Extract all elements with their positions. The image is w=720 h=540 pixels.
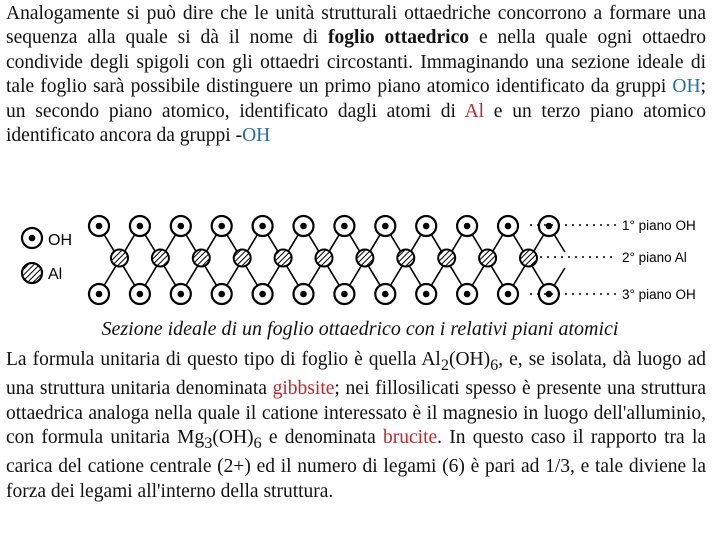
intro-text: e nella quale ogni ottaedro condivide degli spigoli con gli ottaedri circostanti. Immaginando una sezione ideale di tale foglio sarà possibile distinguere un primo piano atomico identificato da gruppi [6,27,706,98]
al-highlight: Al [464,100,485,122]
plane-2-label: 2° piano Al [622,250,687,265]
al-atom [152,250,169,267]
oh-atom [457,284,477,304]
formula-text: ; nei fillosilicati spesso è presente una struttura ottaedrica analoga nella quale il catione interessato è il magnesio in luogo dell'alluminio, con formula unitaria Mg [6,378,706,449]
al-atom [275,250,292,267]
intro-text: Analogamente si può dire che le unità strutturali ottaedriche concorrono a formare una sequenza alla quale si dà il nome di [6,3,706,49]
oh-highlight: OH [242,125,271,147]
al-plane-atoms [111,250,537,267]
al-atom [397,250,414,267]
oh-atom [334,216,354,236]
oh-atom [89,284,109,304]
term-brucite: brucite [383,427,438,449]
oh-plane-1-atoms [89,216,559,236]
al-atom [520,250,537,267]
subscript: 3 [204,434,213,452]
plane-3-label: 3° piano OH [622,287,696,302]
oh-atom [539,216,559,236]
octahedral-sheet-diagram [0,196,720,312]
al-legend-symbol [22,263,42,283]
al-atom [438,250,455,267]
oh-atom [130,216,150,236]
term-gibbsite: gibbsite [272,378,335,400]
oh-atom [171,284,191,304]
formula-text: (OH) [212,427,254,449]
intro-paragraph [6,2,706,192]
formula-text: (OH) [448,349,491,370]
oh-atom [253,216,273,236]
formula-text: La formula unitaria di questo tipo di foglio è quella Al [6,349,441,370]
intro-text: ; un secondo piano atomico, identificato dagli atomi di [6,76,706,122]
formula-text: , e, se isolata, dà luogo ad una struttura unitaria denominata [6,349,706,400]
plane-1-label: 1° piano OH [622,218,696,233]
oh-plane-3-atoms [89,284,559,304]
oh-atom [212,284,232,304]
al-atom [479,250,496,267]
formula-paragraph [6,348,706,504]
oh-atom [294,284,314,304]
oh-legend-symbol [22,228,42,248]
subscript: 2 [440,355,449,374]
subscript: 6 [253,434,262,452]
figure-caption: Sezione ideale di un foglio ottaedrico con i relativi piani atomici [101,318,619,340]
oh-atom [498,216,518,236]
formula-text: . In questo caso il rapporto tra la carica del catione centrale (2+) ed il numero di legami (6) è pari ad 1/3, e tale diviene la forza dei legami all'interno della struttura. [6,427,707,502]
al-atom [193,250,210,267]
oh-atom [539,284,559,304]
oh-atom [375,284,395,304]
oh-highlight: OH [672,76,701,98]
oh-atom [253,284,273,304]
oh-atom [375,216,395,236]
intro-text: e un terzo piano atomico identificato ancora da gruppi - [6,100,706,147]
oh-atom [171,216,191,236]
oh-atom [212,216,232,236]
al-atom [111,250,128,267]
al-atom [234,250,251,267]
oh-atom [457,216,477,236]
legend-al-label: Al [48,266,63,283]
legend-oh-label: OH [48,232,72,249]
oh-atom [89,216,109,236]
oh-atom [498,284,518,304]
oh-atom [334,284,354,304]
oh-atom [130,284,150,304]
oh-atom [416,284,436,304]
subscript: 6 [490,355,499,374]
formula-text: e denominata [261,427,383,449]
al-atom [356,250,373,267]
oh-atom [416,216,436,236]
legend [22,228,72,283]
al-atom [316,250,333,267]
oh-atom [294,216,314,236]
term-foglio-ottaedrico: foglio ottaedrico [328,27,470,49]
